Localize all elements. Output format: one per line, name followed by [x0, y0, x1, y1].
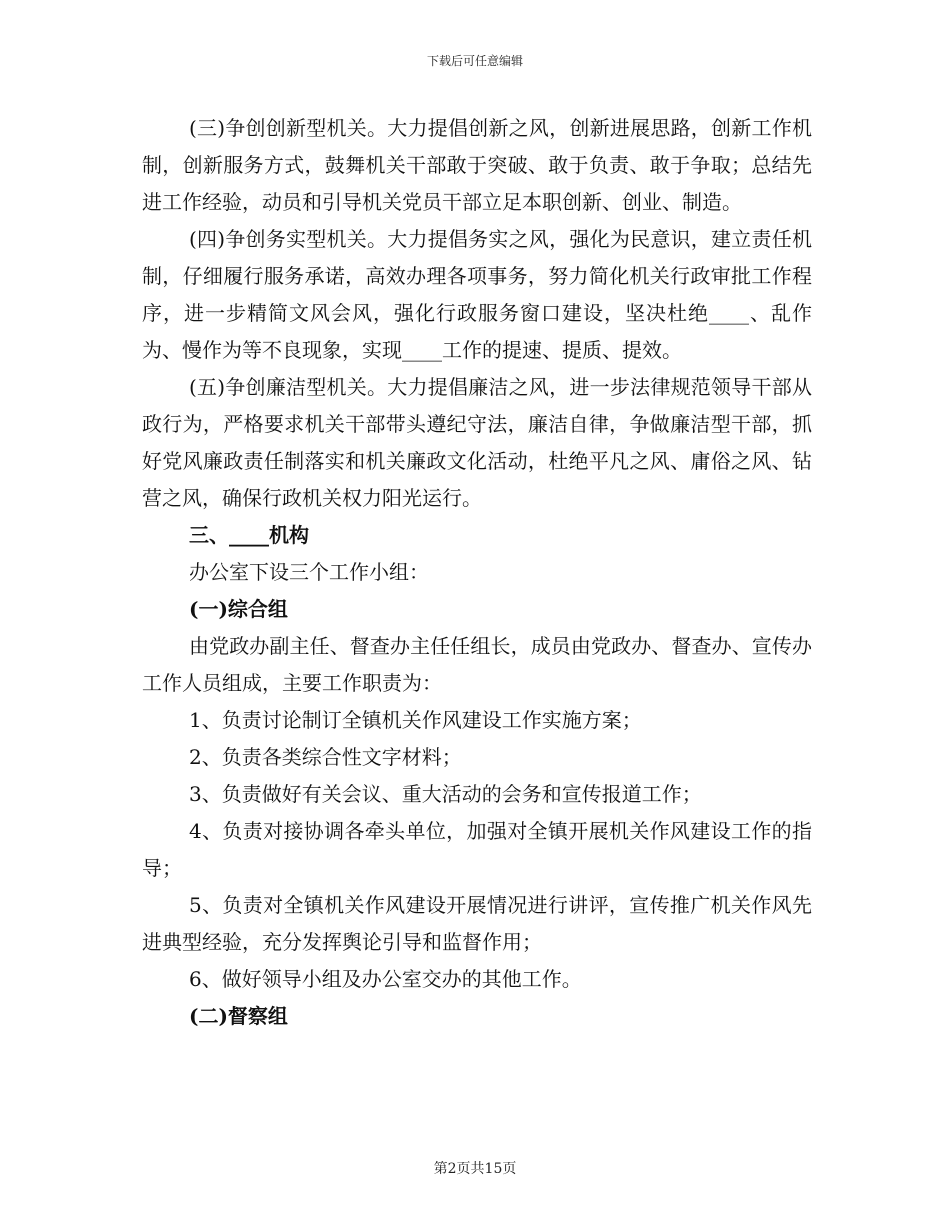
paragraph-office-groups: 办公室下设三个工作小组：	[189, 560, 429, 584]
list-item-2: 2、负责各类综合性文字材料；	[189, 745, 462, 769]
page-footer: 第2页共15页	[433, 1161, 517, 1177]
list-item-6: 6、做好领导小组及办公室交办的其他工作。	[189, 967, 582, 991]
paragraph-general-group-desc: 由党政办副主任、督查办主任任组长，成员由党政办、督查办、宣传办工作人员组成，主要工作职责为：	[142, 634, 812, 695]
subheading-inspection-group: (二)督察组	[189, 1004, 288, 1028]
paragraph-practical: (四)争创务实型机关。大力提倡务实之风，强化为民意识，建立责任机制，仔细履行服务承诺，高效办理各项事务，努力简化机关行政审批工作程序，进一步精简文风会风，强化行政服务窗口建设，坚决杜绝____、乱作为、慢作为等不良现象，实现____工作的提速、提质、提效。	[142, 227, 812, 362]
subheading-general-group: (一)综合组	[189, 597, 288, 621]
list-item-4: 4、负责对接协调各牵头单位，加强对全镇开展机关作风建设工作的指导；	[142, 819, 812, 880]
document-body	[142, 110, 812, 1035]
list-item-1: 1、负责讨论制订全镇机关作风建设工作实施方案；	[189, 708, 642, 732]
list-item-5: 5、负责对全镇机关作风建设开展情况进行讲评，宣传推广机关作风先进典型经验，充分发挥舆论引导和监督作用；	[142, 893, 812, 954]
paragraph-clean: (五)争创廉洁型机关。大力提倡廉洁之风，进一步法律规范领导干部从政行为，严格要求机关干部带头遵纪守法，廉洁自律，争做廉洁型干部，抓好党风廉政责任制落实和机关廉政文化活动，杜绝平凡之风、庸俗之风、钻营之风，确保行政机关权力阳光运行。	[142, 375, 812, 510]
section-heading-organization: 三、____机构	[189, 523, 309, 547]
page-header: 下载后可任意编辑	[426, 54, 523, 68]
list-item-3: 3、负责做好有关会议、重大活动的会务和宣传报道工作；	[189, 782, 702, 806]
paragraph-innovation: (三)争创创新型机关。大力提倡创新之风，创新进展思路，创新工作机制，创新服务方式，鼓舞机关干部敢于突破、敢于负责、敢于争取；总结先进工作经验，动员和引导机关党员干部立足本职创新、创业、制造。	[142, 116, 812, 214]
